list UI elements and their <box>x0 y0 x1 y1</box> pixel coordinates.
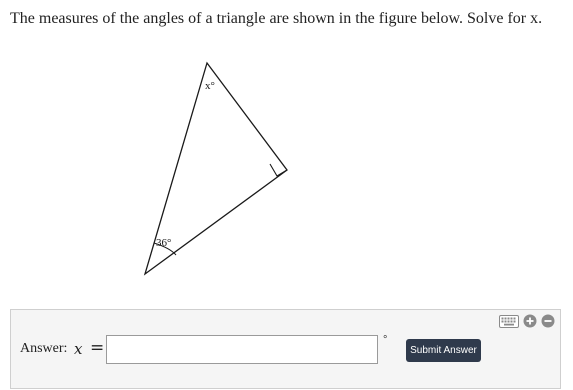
zoom-out-icon[interactable] <box>541 314 555 328</box>
degree-unit: ° <box>383 334 388 346</box>
toolbar-icons <box>499 314 555 328</box>
answer-label: Answer: <box>20 341 68 356</box>
answer-input[interactable] <box>106 335 378 364</box>
submit-answer-button[interactable]: Submit Answer <box>406 339 481 362</box>
top-angle-label: x° <box>205 80 215 92</box>
bottom-angle-label: 36° <box>156 237 172 249</box>
zoom-in-icon[interactable] <box>523 314 537 328</box>
answer-panel <box>10 309 561 389</box>
question-text: The measures of the angles of a triangle are shown in the figure below. Solve for x. <box>10 10 543 27</box>
answer-variable: 𝑥 <box>74 340 83 358</box>
keyboard-icon[interactable] <box>499 315 519 328</box>
answer-equals: = <box>90 338 105 358</box>
